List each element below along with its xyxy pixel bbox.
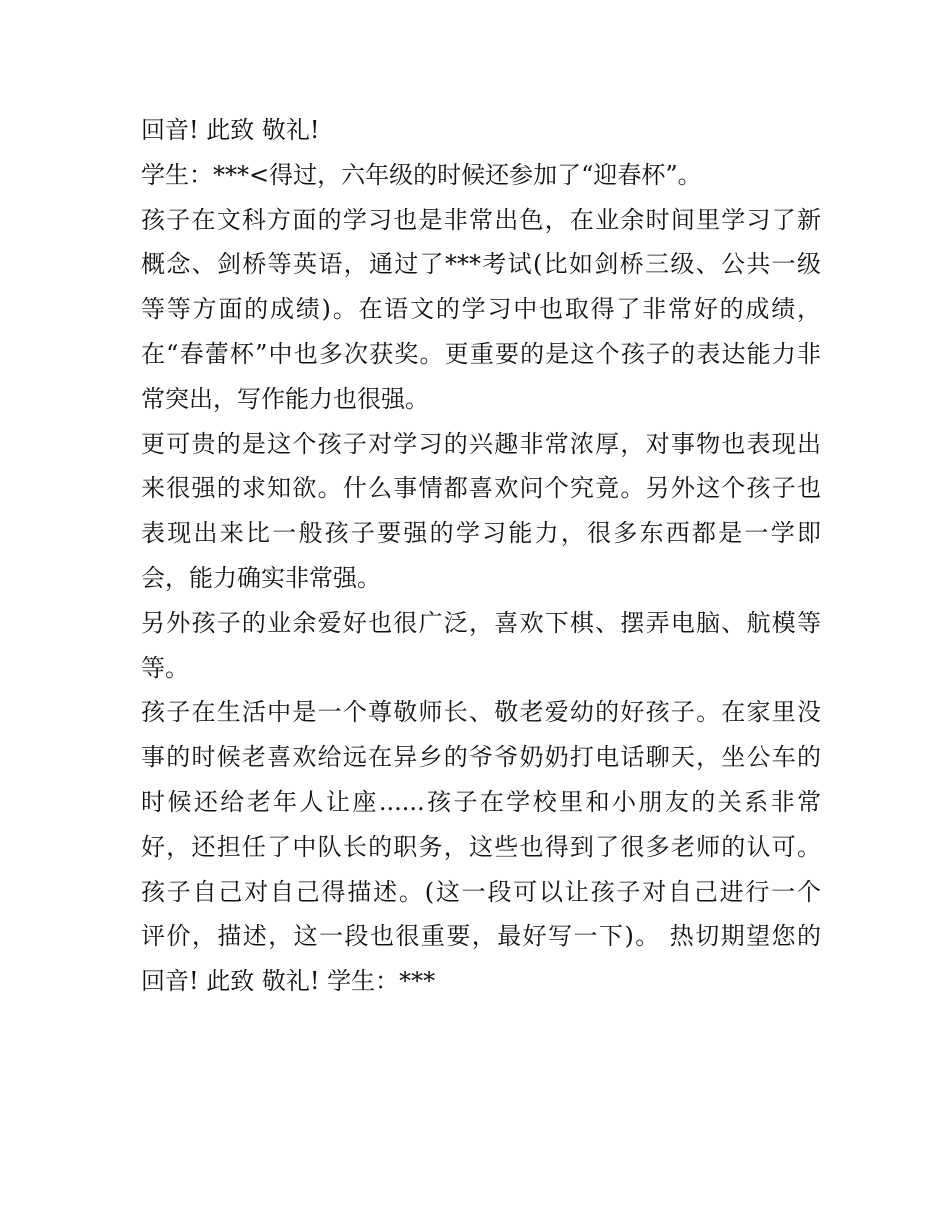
text-line-18: 孩子自己对自己得描述。(这一段可以让孩子对自己进行一个 (141, 877, 821, 906)
text-line-12: 另外孩子的业余爱好也很广泛，喜欢下棋、摆弄电脑、航模等 (141, 608, 821, 637)
text-line-16: 时候还给老年人让座......孩子在学校里和小朋友的关系非常 (141, 787, 821, 816)
text-line-3: 孩子在文科方面的学习也是非常出色，在业余时间里学习了新 (141, 205, 821, 234)
text-line-17: 好，还担任了中队长的职务，这些也得到了很多老师的认可。 (141, 832, 821, 861)
text-line-19: 评价，描述，这一段也很重要，最好写一下)。 热切期望您的 (141, 922, 821, 951)
text-line-13: 等。 (141, 653, 189, 682)
text-line-15: 事的时候老喜欢给远在异乡的爷爷奶奶打电话聊天，坐公车的 (141, 743, 821, 772)
text-line-20: 回音! 此致 敬礼! 学生：*** (141, 967, 436, 996)
text-line-9: 来很强的求知欲。什么事情都喜欢问个究竟。另外这个孩子也 (141, 474, 821, 503)
text-line-5: 等等方面的成绩)。在语文的学习中也取得了非常好的成绩， (141, 295, 821, 324)
text-line-11: 会，能力确实非常强。 (141, 563, 381, 592)
text-line-14: 孩子在生活中是一个尊敬师长、敬老爱幼的好孩子。在家里没 (141, 698, 821, 727)
text-line-6: 在“春蕾杯”中也多次获奖。更重要的是这个孩子的表达能力非 (141, 339, 821, 368)
text-line-1: 回音! 此致 敬礼! (141, 116, 320, 144)
text-line-7: 常突出，写作能力也很强。 (141, 384, 429, 413)
text-line-8: 更可贵的是这个孩子对学习的兴趣非常浓厚，对事物也表现出 (141, 429, 821, 458)
letter-body (141, 108, 821, 1004)
text-line-10: 表现出来比一般孩子要强的学习能力，很多东西都是一学即 (141, 519, 821, 548)
text-line-2: 学生：***<得过，六年级的时候还参加了“迎春杯”。 (141, 160, 702, 189)
text-line-4: 概念、剑桥等英语，通过了***考试(比如剑桥三级、公共一级 (141, 250, 821, 279)
